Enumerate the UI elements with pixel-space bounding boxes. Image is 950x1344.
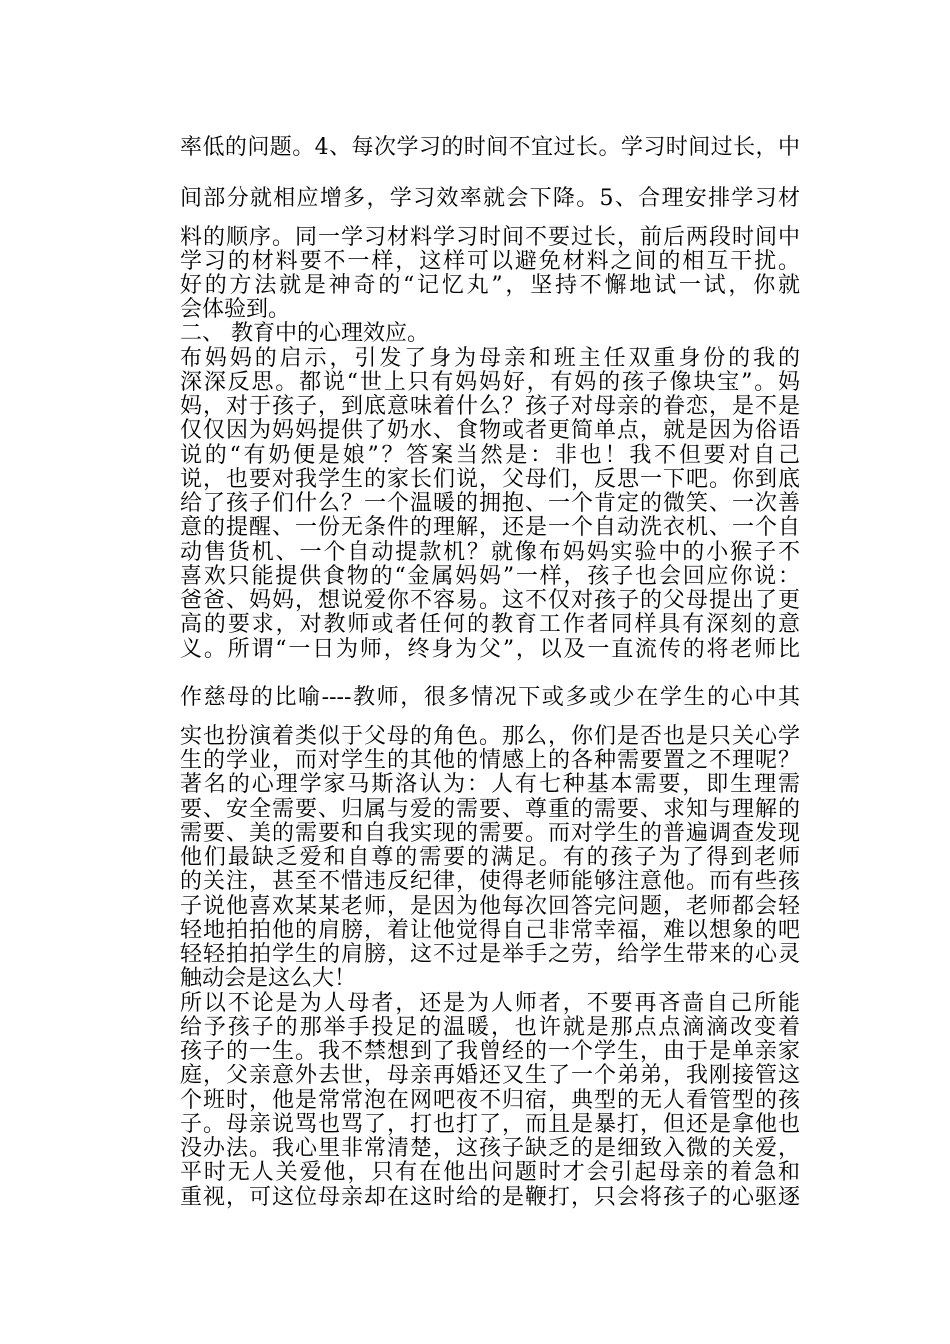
text-line: 轻轻拍拍学生的肩膀，这不过是举手之劳，给学生带来的心灵 <box>180 942 800 967</box>
text-line: 子。母亲说骂也骂了，打也打了，而且是暴打，但还是拿他也 <box>180 1112 800 1137</box>
text-line: 平时无人关爱他，只有在他出问题时才会引起母亲的着急和 <box>180 1160 800 1185</box>
text-line: 料的顺序。同一学习材料学习时间不要过长，前后两段时间中 <box>180 225 800 250</box>
text-line: 的关注，甚至不惜违反纪律，使得老师能够注意他。而有些孩 <box>180 869 800 894</box>
section-heading: 二、 教育中的心理效应。 <box>180 321 429 346</box>
text-line: 实也扮演着类似于父母的角色。那么，你们是否也是只关心学 <box>180 724 800 749</box>
text-line: 孩子的一生。我不禁想到了我曾经的一个学生，由于是单亲家 <box>180 1039 800 1064</box>
text-line: 仅仅因为妈妈提供了奶水、食物或者更简单点，就是因为俗语 <box>180 418 800 443</box>
text-line: 触动会是这么大！ <box>180 966 357 991</box>
text-line: 会体验到。 <box>180 297 291 322</box>
text-line: 喜欢只能提供食物的“金属妈妈”一样，孩子也会回应你说： <box>180 564 800 589</box>
text-line: 要、安全需要、归属与爱的需要、尊重的需要、求知与理解的 <box>180 797 800 822</box>
text-line: 没办法。我心里非常清楚，这孩子缺乏的是细致入微的关爱， <box>180 1136 800 1161</box>
text-line: 学习的材料要不一样，这样可以避免材料之间的相互干扰。 <box>180 249 800 274</box>
text-line: 率低的问题。4、每次学习的时间不宜过长。学习时间过长，中 <box>180 135 800 160</box>
text-line: 著名的心理学家马斯洛认为：人有七种基本需要，即生理需 <box>180 772 800 797</box>
text-line: 间部分就相应增多，学习效率就会下降。5、合理安排学习材 <box>180 186 800 211</box>
text-line: 动售货机、一个自动提款机？就像布妈妈实验中的小猴子不 <box>180 540 800 565</box>
text-line: 生的学业，而对学生的其他的情感上的各种需要置之不理呢？ <box>180 748 800 773</box>
text-line: 重视，可这位母亲却在这时给的是鞭打，只会将孩子的心驱逐 <box>180 1185 800 1210</box>
text-line: 高的要求，对教师或者任何的教育工作者同样具有深刻的意 <box>180 612 800 637</box>
text-line: 作慈母的比喻----教师，很多情况下或多或少在学生的心中其 <box>180 685 800 710</box>
text-line: 轻地拍拍他的肩膀，着让他觉得自己非常幸福，难以想象的吧 <box>180 918 800 943</box>
text-line: 所以不论是为人母者，还是为人师者，不要再吝啬自己所能 <box>180 991 800 1016</box>
text-line: 深深反思。都说“世上只有妈妈好，有妈的孩子像块宝”。妈 <box>180 370 800 395</box>
text-line: 给予孩子的那举手投足的温暖，也许就是那点点滴滴改变着 <box>180 1015 800 1040</box>
text-line: 意的提醒、一份无条件的理解，还是一个自动洗衣机、一个自 <box>180 515 800 540</box>
text-line: 说，也要对我学生的家长们说，父母们，反思一下吧。你到底 <box>180 467 800 492</box>
text-line: 义。所谓“一日为师，终身为父”，以及一直流传的将老师比 <box>180 637 800 662</box>
text-line: 妈，对于孩子，到底意味着什么？孩子对母亲的眷恋，是不是 <box>180 394 800 419</box>
text-line: 布妈妈的启示，引发了身为母亲和班主任双重身份的我的 <box>180 346 800 371</box>
text-line: 子说他喜欢某某老师，是因为他每次回答完问题，老师都会轻 <box>180 894 800 919</box>
text-line: 爸爸、妈妈，想说爱你不容易。这不仅对孩子的父母提出了更 <box>180 588 800 613</box>
text-line: 庭，父亲意外去世，母亲再婚还又生了一个弟弟，我刚接管这 <box>180 1063 800 1088</box>
text-line: 他们最缺乏爱和自尊的需要的满足。有的孩子为了得到老师 <box>180 845 800 870</box>
text-line: 需要、美的需要和自我实现的需要。而对学生的普遍调查发现 <box>180 821 800 846</box>
text-line: 好的方法就是神奇的“记忆丸”，坚持不懈地试一试，你就 <box>180 273 800 298</box>
text-line: 给了孩子们什么？一个温暖的拥抱、一个肯定的微笑、一次善 <box>180 491 800 516</box>
text-line: 说的“有奶便是娘”？答案当然是：非也！我不但要对自己 <box>180 443 800 468</box>
text-line: 个班时，他是常常泡在网吧夜不归宿，典型的无人看管型的孩 <box>180 1088 800 1113</box>
